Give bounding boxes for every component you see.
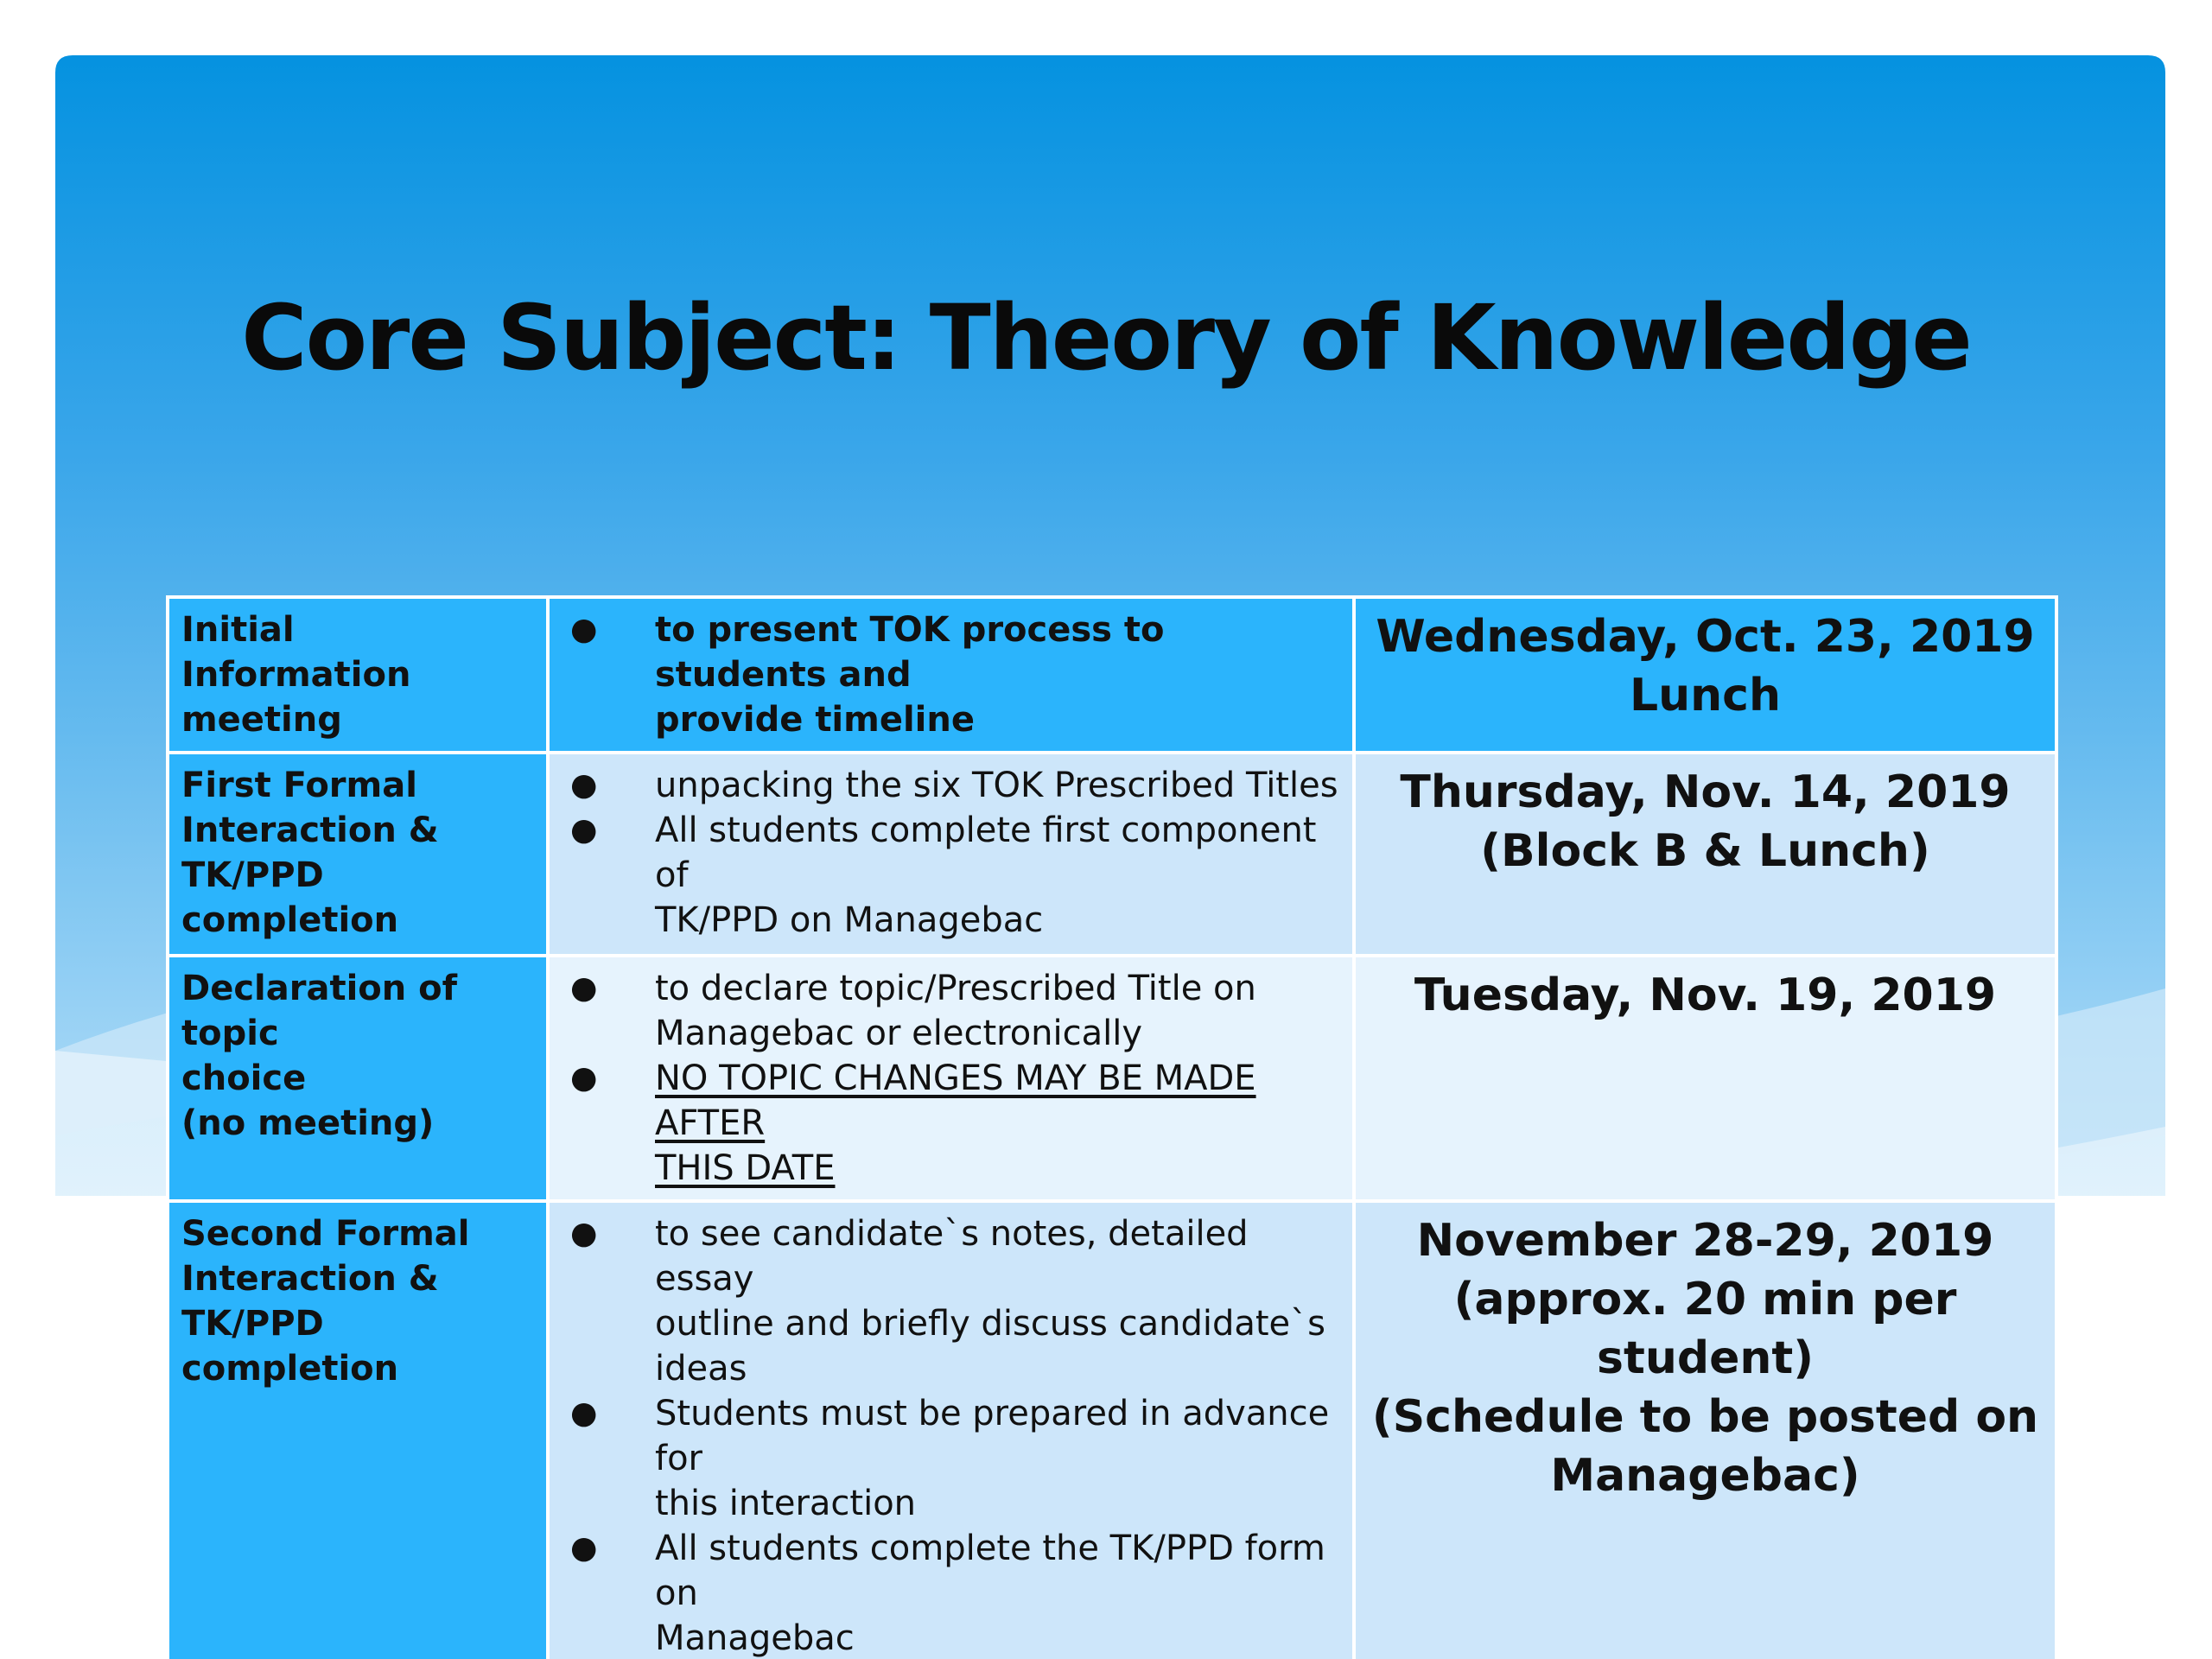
details-cell <box>548 597 1354 753</box>
schedule-table <box>166 595 2058 1659</box>
date-line: (Schedule to be posted on <box>1371 1391 2039 1443</box>
detail-line: to declare topic/Prescribed Title on <box>655 969 1256 1008</box>
detail-line: All students complete first component of <box>655 810 1317 895</box>
topic-line: Declaration of topic <box>181 969 458 1053</box>
list-item <box>562 1526 1340 1659</box>
bullet-icon: ● <box>570 970 598 1006</box>
list-item <box>562 763 1340 808</box>
topic-cell <box>168 753 548 956</box>
table-row <box>168 597 2056 753</box>
date-cell <box>1354 1201 2056 1659</box>
topic-line: Interaction & TK/PPD <box>181 810 439 895</box>
topic-line: choice <box>181 1058 307 1098</box>
table-row <box>168 956 2056 1201</box>
date-line: Managebac) <box>1550 1450 1860 1502</box>
slide-title: Core Subject: Theory of Knowledge <box>241 285 1971 391</box>
detail-line: TK/PPD on Managebac <box>655 900 1044 940</box>
topic-line: meeting <box>181 700 342 740</box>
topic-cell <box>168 597 548 753</box>
date-line: November 28-29, 2019 <box>1416 1215 1994 1267</box>
bullet-icon: ● <box>570 1530 598 1566</box>
topic-cell <box>168 1201 548 1659</box>
topic-line: Second Formal <box>181 1214 470 1254</box>
detail-line: provide timeline <box>655 700 975 740</box>
list-item <box>562 607 1340 742</box>
date-line: (Block B & Lunch) <box>1480 825 1930 877</box>
detail-line: THIS DATE <box>655 1148 836 1188</box>
date-cell <box>1354 597 2056 753</box>
date-line: Thursday, Nov. 14, 2019 <box>1400 766 2011 818</box>
date-line: Wednesday, Oct. 23, 2019 <box>1376 611 2035 663</box>
topic-line: Interaction & TK/PPD <box>181 1259 439 1344</box>
detail-line: to present TOK process to students and <box>655 610 1165 695</box>
list-item <box>562 966 1340 1056</box>
detail-line: Managebac <box>655 1618 855 1658</box>
bullet-icon: ● <box>570 1395 598 1431</box>
bullet-icon: ● <box>570 767 598 803</box>
topic-line: completion <box>181 1349 399 1389</box>
detail-line: NO TOPIC CHANGES MAY BE MADE AFTER <box>655 1058 1256 1143</box>
detail-line: outline and briefly discuss candidate`s ideas <box>655 1304 1325 1389</box>
date-cell <box>1354 956 2056 1201</box>
topic-line: First Formal <box>181 766 417 805</box>
bullet-icon: ● <box>570 1060 598 1096</box>
table-row <box>168 753 2056 956</box>
topic-cell <box>168 956 548 1201</box>
date-line: (approx. 20 min per student) <box>1453 1274 1957 1384</box>
details-cell <box>548 956 1354 1201</box>
list-item <box>562 1056 1340 1191</box>
detail-line: this interaction <box>655 1484 917 1523</box>
detail-line: Students must be prepared in advance for <box>655 1394 1330 1478</box>
date-cell <box>1354 753 2056 956</box>
topic-line: completion <box>181 900 399 940</box>
bullet-icon: ● <box>570 612 598 647</box>
details-cell <box>548 1201 1354 1659</box>
date-line: Tuesday, Nov. 19, 2019 <box>1414 969 1997 1021</box>
date-line: Lunch <box>1629 670 1782 721</box>
list-item <box>562 808 1340 943</box>
list-item <box>562 1391 1340 1526</box>
topic-line: Initial Information <box>181 610 411 695</box>
topic-line: (no meeting) <box>181 1103 435 1143</box>
table-row <box>168 1201 2056 1659</box>
list-item <box>562 1211 1340 1391</box>
bullet-icon: ● <box>570 812 598 848</box>
bullet-icon: ● <box>570 1216 598 1251</box>
details-cell <box>548 753 1354 956</box>
detail-line: Managebac or electronically <box>655 1014 1143 1053</box>
detail-line: All students complete the TK/PPD form on <box>655 1529 1325 1613</box>
detail-line: unpacking the six TOK Prescribed Titles <box>655 766 1338 805</box>
detail-line: to see candidate`s notes, detailed essay <box>655 1214 1249 1299</box>
